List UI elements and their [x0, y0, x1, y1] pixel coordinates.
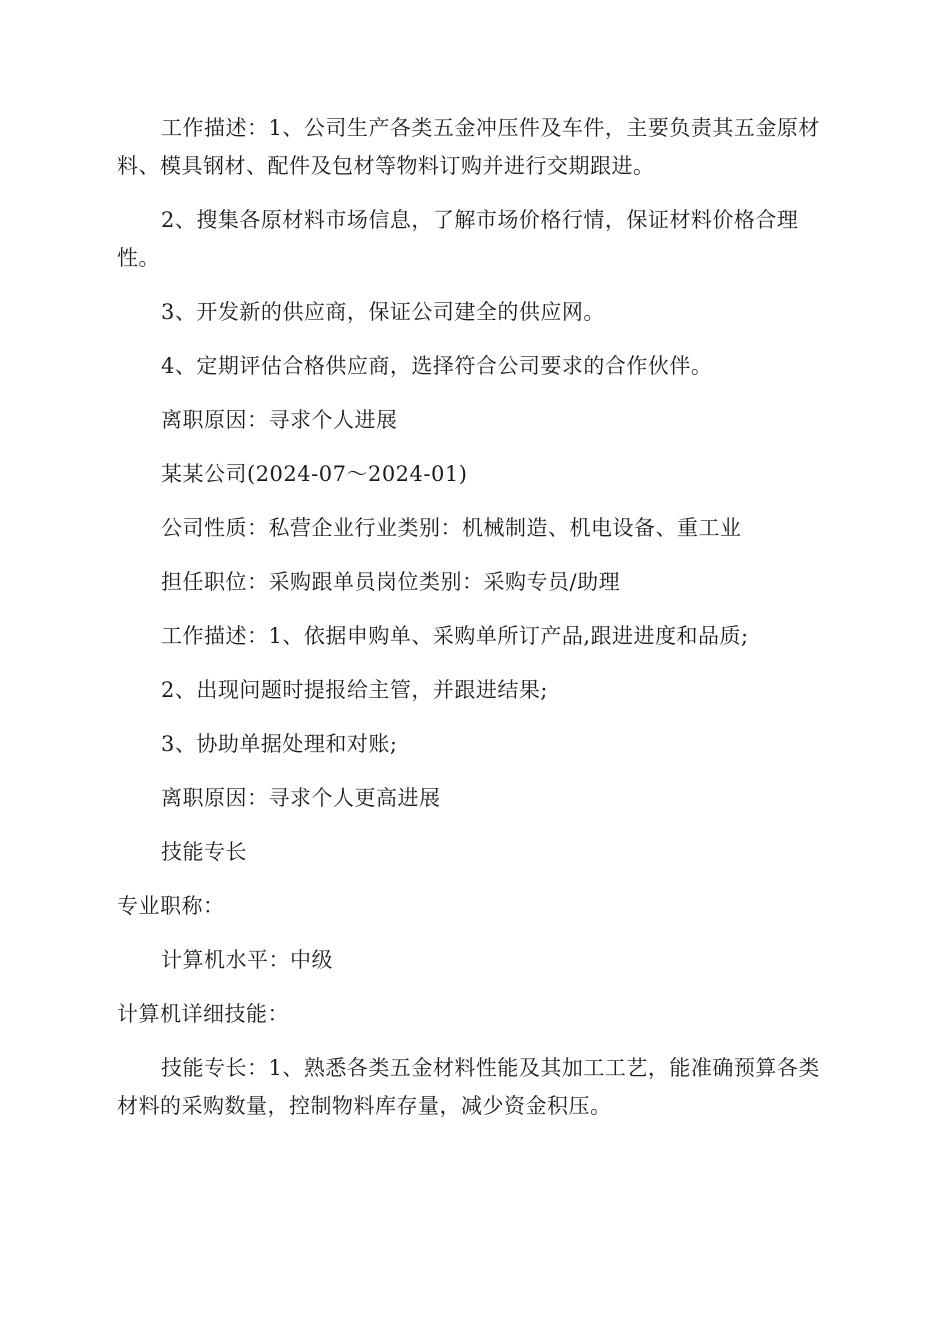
- duty-item-2b: 2、出现问题时提报给主管，并跟进结果;: [161, 678, 548, 702]
- computer-level: 计算机水平：中级: [161, 948, 333, 972]
- duty-item-3b: 3、协助单据处理和对账;: [161, 732, 398, 756]
- job-description-paragraph: 工作描述：1、公司生产各类五金冲压件及车件，主要负责其五金原材料、模具钢材、配件及包材等物料订购并进行交期跟进。: [117, 116, 820, 178]
- company-nature: 公司性质：私营企业行业类别：机械制造、机电设备、重工业: [161, 516, 742, 540]
- document-page: [117, 109, 827, 1141]
- duty-item-2: 2、搜集各原材料市场信息，了解市场价格行情，保证材料价格合理性。: [117, 208, 799, 270]
- company-name-period: 某某公司(2024-07～2024-01): [161, 462, 468, 486]
- skills-paragraph: 技能专长：1、熟悉各类五金材料性能及其加工工艺，能准确预算各类材料的采购数量，控制物料库存量，减少资金积压。: [117, 1056, 820, 1118]
- position-held: 担任职位：采购跟单员岗位类别：采购专员/助理: [161, 570, 621, 594]
- computer-skills-label: 计算机详细技能：: [117, 1002, 289, 1026]
- section-heading-skills: 技能专长: [161, 840, 247, 864]
- job-description-2: 工作描述：1、依据申购单、采购单所订产品,跟进进度和品质;: [161, 624, 749, 648]
- leave-reason: 离职原因：寻求个人进展: [161, 408, 398, 432]
- leave-reason-2: 离职原因：寻求个人更高进展: [161, 786, 441, 810]
- professional-title-label: 专业职称：: [117, 894, 225, 918]
- duty-item-3: 3、开发新的供应商，保证公司建全的供应网。: [161, 300, 605, 324]
- duty-item-4: 4、定期评估合格供应商，选择符合公司要求的合作伙伴。: [161, 354, 713, 378]
